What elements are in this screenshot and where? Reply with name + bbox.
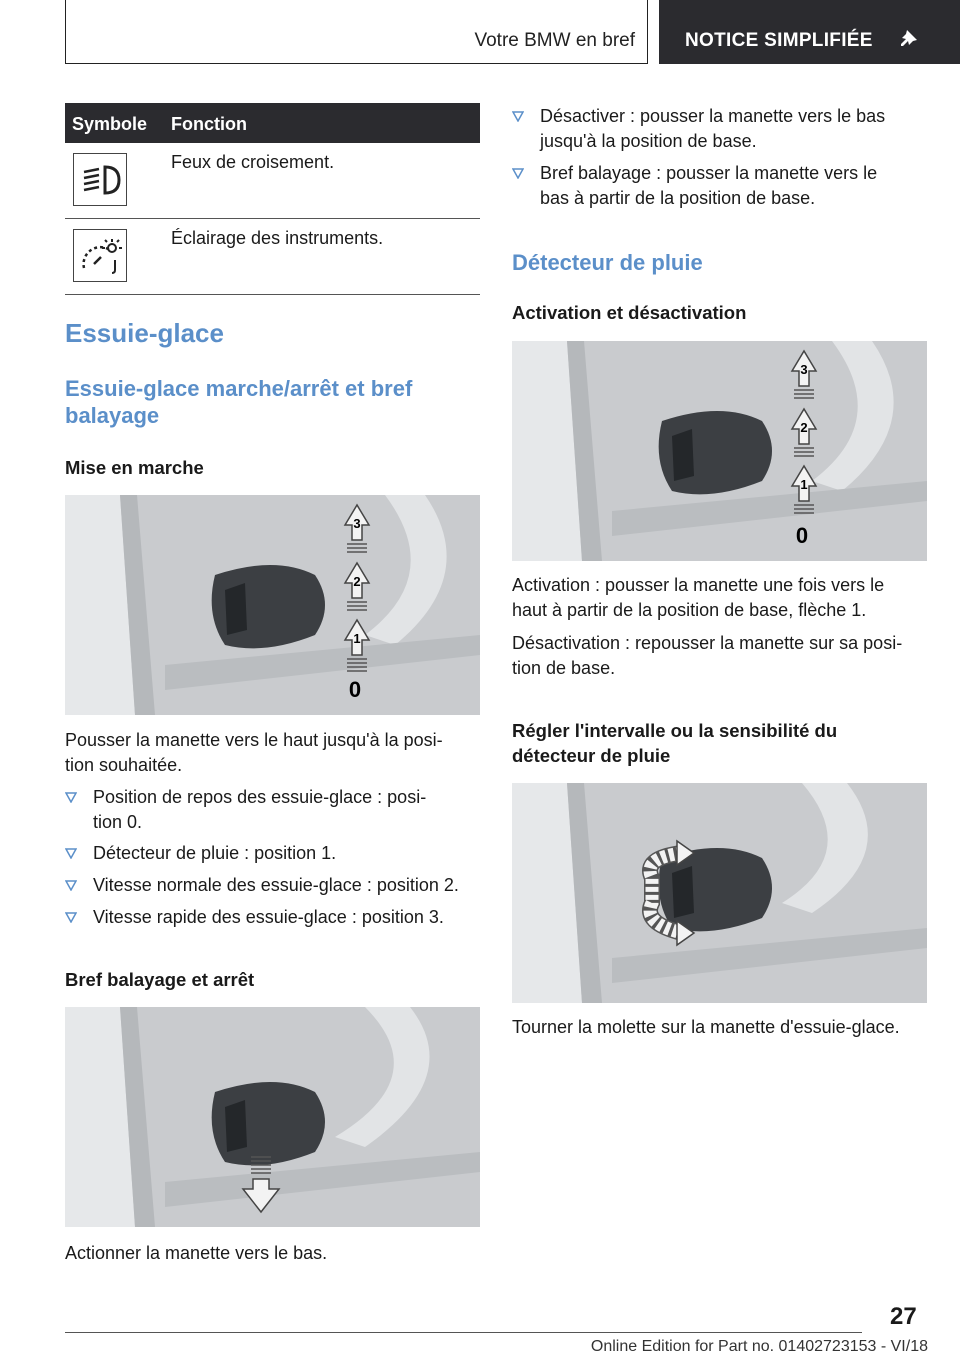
heading-interval: [512, 718, 932, 768]
list-item: [65, 841, 480, 873]
heading-activation: Activation et désactivation: [512, 302, 747, 323]
header-chapter-box: [659, 0, 960, 64]
triangle-bullet-icon: [65, 911, 77, 923]
col-symbol: Symbole: [72, 114, 148, 134]
off-item-1-line2: bas à partir de la position de base.: [540, 188, 816, 208]
section-title-rain-sensor: Détecteur de pluie: [512, 250, 703, 275]
instrument-lighting-icon: [73, 229, 127, 282]
position-0-line1: Position de repos des essuie-glace : posi-: [93, 787, 427, 807]
triangle-bullet-icon: [65, 791, 77, 803]
triangle-bullet-icon: [65, 879, 77, 891]
symbol-table: [65, 103, 480, 295]
switch-on-text-line2: tion souhaitée.: [65, 755, 183, 775]
thumbwheel-caption: Tourner la molette sur la manette d'essuie-glace.: [512, 1017, 900, 1037]
list-item: [65, 905, 480, 937]
table-header: [65, 103, 480, 143]
table-row: [65, 219, 480, 295]
heading-switch-on: Mise en marche: [65, 457, 204, 478]
switch-on-text: [65, 728, 480, 778]
footer-divider: [65, 1332, 862, 1333]
triangle-bullet-icon: [65, 847, 77, 859]
table-row: [65, 143, 480, 219]
illustration-lever-down: [65, 1007, 480, 1227]
pin-icon: [897, 28, 919, 55]
list-item: [65, 873, 480, 905]
triangle-bullet-icon: [512, 110, 524, 122]
activation-text: [512, 573, 932, 623]
page-number: 27: [890, 1303, 917, 1330]
activation-text-line1: Activation : pousser la manette une fois vers le: [512, 575, 885, 595]
brief-wipe-caption: Actionner la manette vers le bas.: [65, 1243, 328, 1263]
position-3: Vitesse rapide des essuie-glace : position 3.: [93, 907, 444, 927]
off-item-0-line2: jusqu'à la position de base.: [540, 131, 757, 151]
col-function: Fonction: [171, 114, 247, 134]
arrow-label-0: 0: [348, 677, 362, 702]
header-section-title: Votre BMW en bref: [474, 30, 635, 51]
deactivation-text: [512, 631, 932, 681]
off-list: [512, 104, 932, 218]
triangle-bullet-icon: [512, 167, 524, 179]
low-beam-icon: [73, 153, 127, 206]
position-1: Détecteur de pluie : position 1.: [93, 843, 337, 863]
list-item: [512, 104, 932, 161]
heading-interval-line1: Régler l'intervalle ou la sensibilité du: [512, 720, 838, 741]
arrow-label-2: 2: [800, 420, 808, 435]
header-chapter-title: NOTICE SIMPLIFIÉE: [685, 30, 873, 51]
section-title-wiper: Essuie-glace: [65, 318, 224, 348]
arrow-label-0: 0: [795, 523, 809, 548]
list-item: [512, 161, 932, 218]
deactivation-text-line1: Désactivation : repousser la manette sur sa posi-: [512, 633, 903, 653]
switch-on-text-line1: Pousser la manette vers le haut jusqu'à la posi-: [65, 730, 443, 750]
arrow-label-1: 1: [800, 477, 808, 492]
position-0-line2: tion 0.: [93, 812, 143, 832]
arrow-label-3: 3: [800, 362, 808, 377]
function-low-beam: Feux de croisement.: [171, 152, 335, 172]
arrow-label-2: 2: [353, 574, 361, 589]
footer-edition: Online Edition for Part no. 01402723153 - VI/18: [590, 1338, 928, 1355]
illustration-rain-sensor: [512, 341, 927, 561]
heading-interval-line2: détecteur de pluie: [512, 745, 671, 766]
list-item: [65, 785, 480, 841]
arrow-label-1: 1: [353, 631, 361, 646]
positions-list: [65, 785, 480, 937]
off-item-0-line1: Désactiver : pousser la manette vers le bas: [540, 106, 886, 126]
subsection-title-wiper-line1: Essuie-glace marche/arrêt et bref: [65, 376, 413, 401]
header-section-box: [65, 0, 648, 64]
function-instrument-lighting: Éclairage des instruments.: [171, 228, 384, 248]
deactivation-text-line2: tion de base.: [512, 658, 616, 678]
heading-brief-wipe: Bref balayage et arrêt: [65, 969, 255, 990]
activation-text-line2: haut à partir de la position de base, flèche 1.: [512, 600, 867, 620]
arrow-label-3: 3: [353, 516, 361, 531]
illustration-thumbwheel: [512, 783, 927, 1003]
subsection-title-wiper-line2: balayage: [65, 403, 160, 428]
illustration-lever-up: [65, 495, 480, 715]
position-2: Vitesse normale des essuie-glace : position 2.: [93, 875, 459, 895]
off-item-1-line1: Bref balayage : pousser la manette vers le: [540, 163, 878, 183]
